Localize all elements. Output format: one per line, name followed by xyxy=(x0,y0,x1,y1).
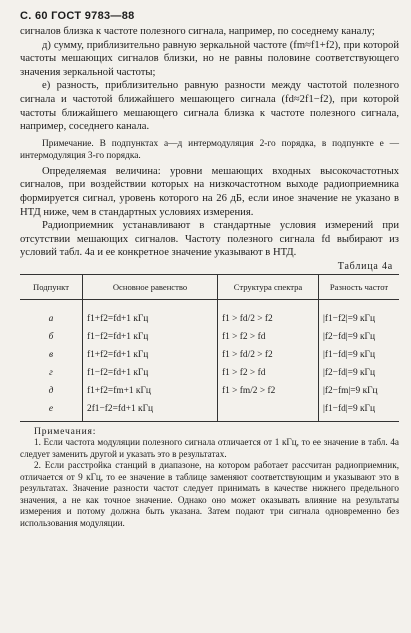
table-4a xyxy=(20,274,399,422)
header-spectrum-structure: Структура спектра xyxy=(218,274,319,299)
cell-equality: f1+f2=fd+1 кГц xyxy=(83,299,218,328)
cell-subclause: е xyxy=(20,400,83,422)
cell-spectrum xyxy=(218,400,319,422)
cell-difference: |f1−fd|=9 кГц xyxy=(319,400,400,422)
cell-subclause: д xyxy=(20,382,83,400)
cell-equality: 2f1−f2=fd+1 кГц xyxy=(83,400,218,422)
cell-subclause: г xyxy=(20,364,83,382)
table-caption: Таблица 4а xyxy=(337,260,393,272)
cell-spectrum: f1 > fd/2 > f2 xyxy=(218,346,319,364)
cell-difference: |f1−fd|=9 кГц xyxy=(323,349,375,360)
paragraph-1: сигналов близка к частоте полезного сигнала, например, по соседнему каналу; xyxy=(20,26,375,37)
table-row xyxy=(20,299,399,328)
notes-title: Примечания: xyxy=(34,425,97,437)
table-row xyxy=(20,400,399,422)
note-1: Примечание. В подпунктах а—д интермодуляция 2-го порядка, в подпункте е — интермодуляция 3-го порядка. xyxy=(20,138,399,161)
header-frequency-difference: Разность частот xyxy=(319,274,400,299)
cell-spectrum: f1 > fd/2 > f2 xyxy=(218,299,319,328)
paragraph-2: д) сумму, приблизительно равную зеркальной частоте (fm≈f1+f2), при которой частоты мешающих сигналов близки, но не равны половине соответствующего значения зеркальной частоты; xyxy=(20,39,399,78)
cell-equality: f1−f2=fd+1 кГц xyxy=(83,364,218,382)
cell-equality: f1+f2=fm+1 кГц xyxy=(83,382,218,400)
cell-subclause: в xyxy=(20,346,83,364)
cell-difference: |f2−fd|=9 кГц xyxy=(323,367,375,378)
header-subclause: Подпункт xyxy=(20,274,83,299)
cell-spectrum: f1 > f2 > fd xyxy=(218,364,319,382)
cell-difference: |f2−fm|=9 кГц xyxy=(323,385,378,396)
cell-spectrum: f1 > fm/2 > f2 xyxy=(218,382,319,400)
page-number: С. 60 xyxy=(20,10,48,22)
paragraph-3: е) разность, приблизительно равную разности между частотой полезного сигнала и частотой ближайшего мешающего сигнала (fd≈2f1−f2), при которой частоты ближайшего мешающего сигнала близка к частоте полезного сигнала, например, соседнего канала. xyxy=(20,80,399,133)
cell-subclause: б xyxy=(20,328,83,346)
cell-difference: |f1−f2|=9 кГц xyxy=(323,313,375,324)
note-item-2: 2. Если расстройка станций в диапазоне, на котором работает рассчитан радиоприемник, отличается от 9 кГц, то ее значение в таблице заменяют соответствующим и указывают это в результатах. Значение разности частот следует принимать в качестве нижнего предельного значения, а не как точное значение. Однако оно может оказывать влияние на результаты измерения и потому должна быть указана. Затем подают три сигнала одновременно без использования модуляции. xyxy=(20,460,399,529)
cell-difference: |f2−fd|=9 кГц xyxy=(323,331,375,342)
cell-equality: f1+f2=fd+1 кГц xyxy=(83,346,218,364)
paragraph-4: Определяемая величина: уровни мешающих входных высокочастотных сигналов, при воздействии которых на низкочастотном выходе радиоприемника формируется сигнал, уровень которого на 26 дБ, если иное значение не указано в НТД ниже, чем в стандартных условиях измерения. xyxy=(20,165,399,218)
paragraph-5: Радиоприемник устанавливают в стандартные условия измерений при отсутствии мешающих сигналов. Частоту полезного сигнала fd выбирают из условий табл. 4а и ее конкретное значение указывают в НТД. xyxy=(20,220,399,259)
table-header-row xyxy=(20,274,399,299)
note-item-1: 1. Если частота модуляции полезного сигнала отличается от 1 кГц, то ее значение в табл. 4а следует заменить другой и указать это в результатах. xyxy=(20,436,399,459)
standard-code: ГОСТ 9783—88 xyxy=(51,10,135,22)
cell-equality: f1−f2=fd+1 кГц xyxy=(83,328,218,346)
table-row xyxy=(20,382,399,400)
table-row xyxy=(20,346,399,364)
cell-spectrum: f1 > f2 > fd xyxy=(218,328,319,346)
cell-subclause: а xyxy=(20,299,83,328)
table-row xyxy=(20,364,399,382)
header-main-equality: Основное равенство xyxy=(83,274,218,299)
table-row xyxy=(20,328,399,346)
page-header xyxy=(20,10,399,22)
